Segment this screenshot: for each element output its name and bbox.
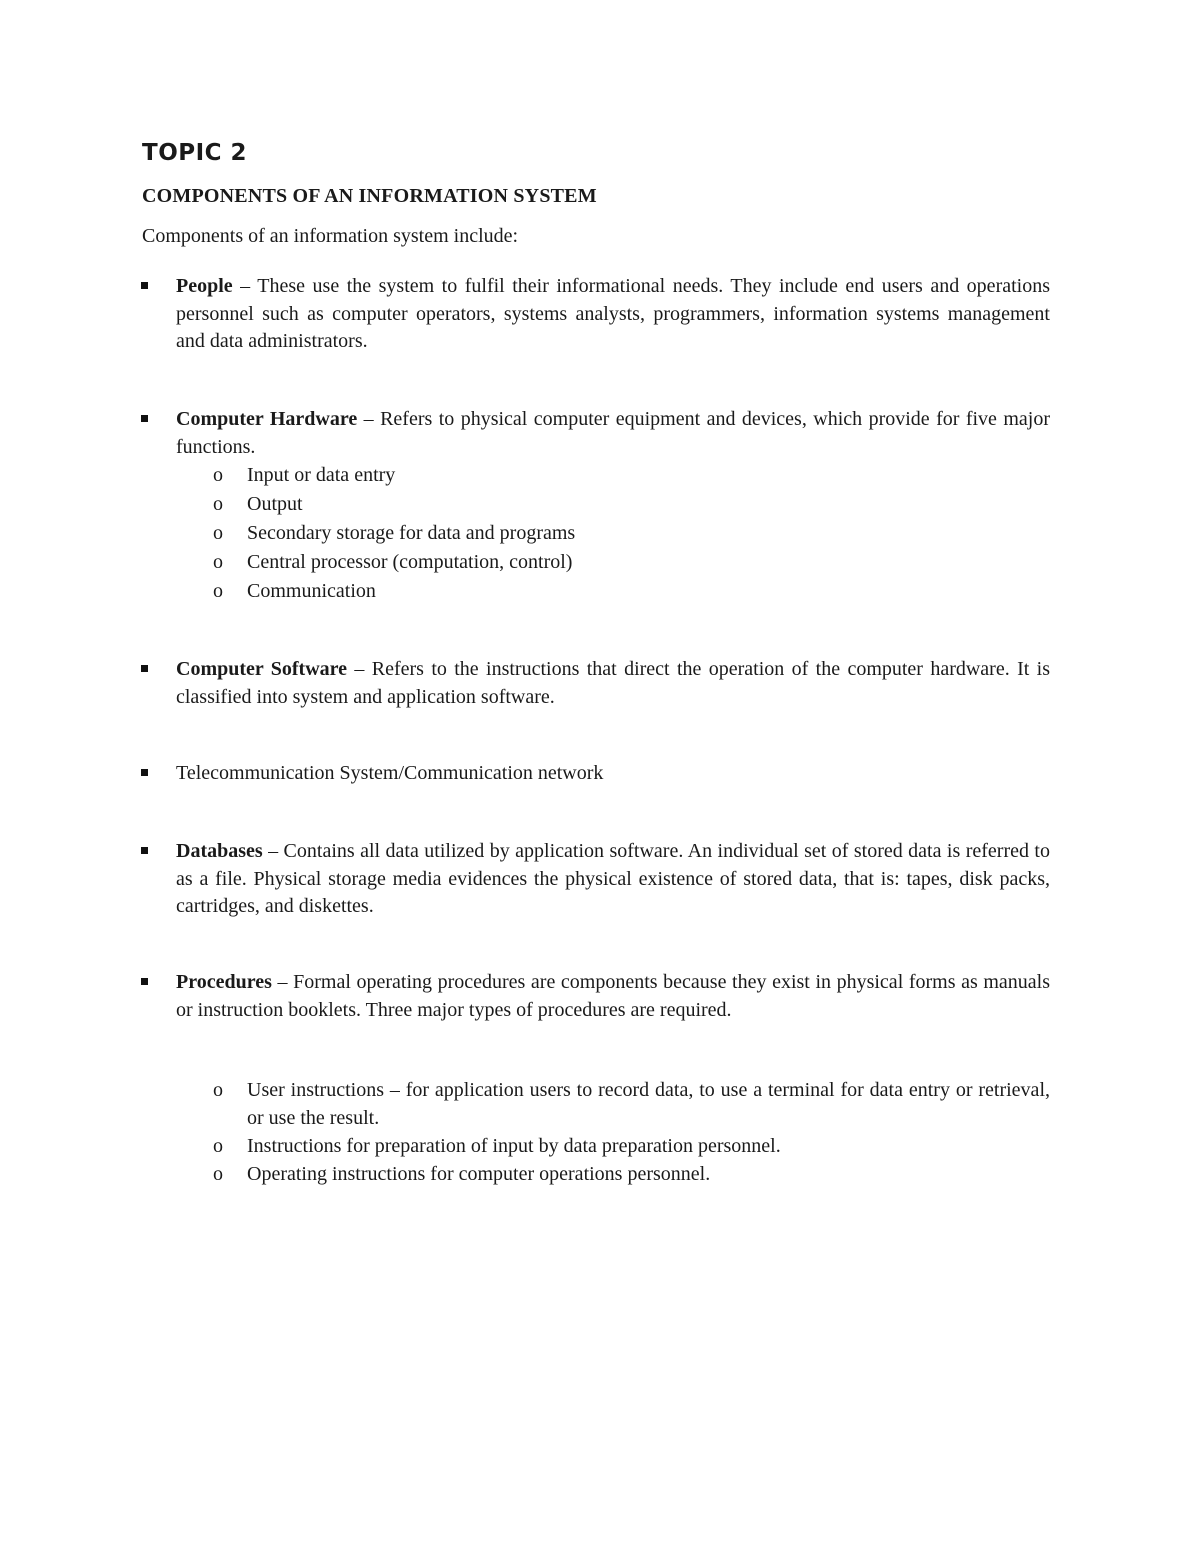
circle-bullet-icon: o xyxy=(213,493,223,515)
circle-bullet-icon: o xyxy=(213,1163,223,1185)
square-bullet-icon xyxy=(141,415,148,422)
item-text: – Refers to physical computer equipment and devices, which provide for five major functions. xyxy=(176,408,1051,458)
section-heading: COMPONENTS OF AN INFORMATION SYSTEM xyxy=(142,185,597,207)
item-term: Databases xyxy=(176,840,263,862)
sub-list-item: o Input or data entry xyxy=(176,461,1050,490)
topic-title: TOPIC 2 xyxy=(142,140,248,166)
list-item-computer-hardware xyxy=(176,406,1050,606)
list-item-telecommunication xyxy=(176,760,1050,788)
sub-list-item: o Central processor (computation, control) xyxy=(176,548,1050,577)
item-term: People xyxy=(176,275,233,297)
sub-list-item: o Secondary storage for data and programs xyxy=(176,519,1050,548)
square-bullet-icon xyxy=(141,769,148,776)
item-term: Procedures xyxy=(176,971,272,993)
circle-bullet-icon: o xyxy=(213,580,223,602)
square-bullet-icon xyxy=(141,665,148,672)
item-term: Computer Hardware xyxy=(176,408,358,430)
list-item-people xyxy=(176,273,1050,356)
item-term: Computer Software xyxy=(176,658,348,680)
sub-list-item: o Operating instructions for computer operations personnel. xyxy=(176,1160,1050,1188)
list-item-databases xyxy=(176,838,1050,921)
item-text: – Formal operating procedures are components because they exist in physical forms as manuals or instruction booklets. Three major types of procedures are required. xyxy=(176,971,1050,1021)
circle-bullet-icon: o xyxy=(213,464,223,486)
square-bullet-icon xyxy=(141,282,148,289)
hardware-functions-list xyxy=(176,461,1050,606)
list-item-procedures xyxy=(176,969,1050,1024)
item-text: – Refers to the instructions that direct the operation of the computer hardware. It is classified into system and application software. xyxy=(176,658,1050,708)
circle-bullet-icon: o xyxy=(213,1135,223,1157)
procedure-types-list xyxy=(176,1076,1050,1188)
item-text: Telecommunication System/Communication network xyxy=(176,762,604,784)
intro-paragraph: Components of an information system include: xyxy=(142,225,519,247)
circle-bullet-icon: o xyxy=(213,1079,223,1101)
circle-bullet-icon: o xyxy=(213,522,223,544)
square-bullet-icon xyxy=(141,847,148,854)
sub-list-item: o Output xyxy=(176,490,1050,519)
sub-list-item: o Communication xyxy=(176,577,1050,606)
circle-bullet-icon: o xyxy=(213,551,223,573)
list-item-computer-software xyxy=(176,656,1050,711)
sub-list-item: o Instructions for preparation of input by data preparation personnel. xyxy=(176,1132,1050,1160)
square-bullet-icon xyxy=(141,978,148,985)
item-text: – These use the system to fulfil their informational needs. They include end users and operations personnel such as computer operators, systems analysts, programmers, information systems management and data administrators. xyxy=(176,275,1050,352)
item-text: – Contains all data utilized by application software. An individual set of stored data is referred to as a file. Physical storage media evidences the physical existence of stored data, that is: tapes, disk packs, cartridges, and diskettes. xyxy=(176,840,1050,917)
sub-list-item: o User instructions – for application users to record data, to use a terminal for data entry or retrieval, or use the result. xyxy=(176,1076,1050,1132)
